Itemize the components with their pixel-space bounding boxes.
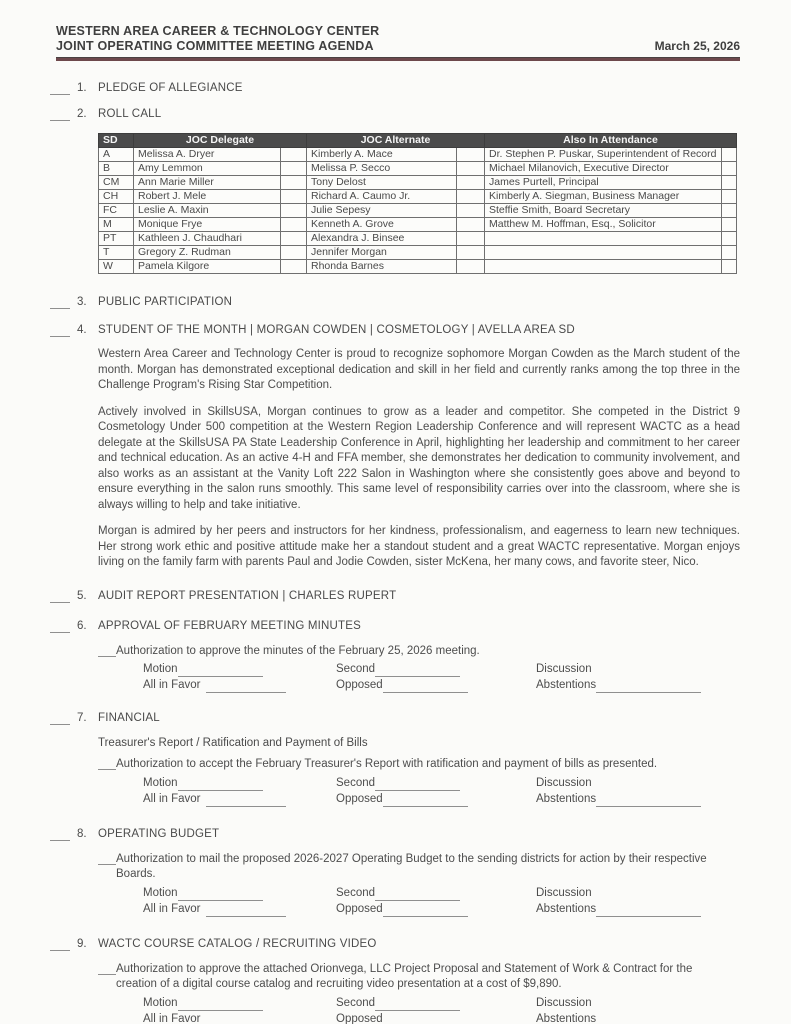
table-row bbox=[99, 204, 737, 218]
item-number: 4. bbox=[77, 324, 87, 336]
table-header-row bbox=[99, 134, 737, 148]
cell-alternate: Kimberly A. Mace bbox=[307, 148, 457, 162]
item-number: 1. bbox=[77, 82, 87, 94]
agenda-item-9 bbox=[50, 938, 740, 1024]
motion-block bbox=[143, 662, 740, 693]
cell-delegate: Gregory Z. Rudman bbox=[134, 246, 281, 260]
agenda-item-3 bbox=[50, 296, 740, 309]
discussion-label: Discussion bbox=[536, 996, 592, 1009]
abstentions-label: Abstentions bbox=[536, 792, 597, 805]
item-title-public-participation: PUBLIC PARTICIPATION bbox=[98, 296, 233, 308]
cell-check-blank bbox=[722, 260, 737, 274]
abstentions-label: Abstentions bbox=[536, 1012, 597, 1024]
cell-check-blank bbox=[722, 148, 737, 162]
all-in-favor-label: All in Favor bbox=[143, 792, 201, 805]
cell-attendance bbox=[485, 232, 722, 246]
motion-fill-line bbox=[178, 778, 263, 791]
agenda-item-1 bbox=[50, 82, 740, 95]
cell-alternate: Jennifer Morgan bbox=[307, 246, 457, 260]
cell-check-blank bbox=[281, 218, 307, 232]
header-rule bbox=[56, 57, 740, 61]
vote-blank-line bbox=[50, 297, 70, 309]
agenda-item-8 bbox=[50, 828, 740, 917]
cell-sd: T bbox=[99, 246, 134, 260]
authorization-text: Authorization to approve the attached Orionvega, LLC Project Proposal and Statement of Work & Contract for the creation of a digital course catalog and recruiting video presentation at a cost of $9,890. bbox=[116, 962, 693, 990]
cell-delegate: Monique Frye bbox=[134, 218, 281, 232]
item-title-roll-call: ROLL CALL bbox=[98, 108, 162, 120]
item-title-audit-report: AUDIT REPORT PRESENTATION | CHARLES RUPERT bbox=[98, 589, 397, 602]
cell-delegate: Robert J. Mele bbox=[134, 190, 281, 204]
motion-fill-line bbox=[178, 888, 263, 901]
opposed-fill-line bbox=[383, 904, 468, 917]
cell-check-blank bbox=[457, 162, 485, 176]
motion-label: Motion bbox=[143, 996, 178, 1009]
cell-sd: A bbox=[99, 148, 134, 162]
cell-check-blank bbox=[281, 190, 307, 204]
second-fill-line bbox=[375, 998, 460, 1011]
cell-alternate: Rhonda Barnes bbox=[307, 260, 457, 274]
item-number: 3. bbox=[77, 296, 87, 308]
abstentions-fill-line bbox=[596, 1014, 701, 1024]
authorization-line bbox=[98, 757, 720, 773]
motion-block bbox=[143, 886, 740, 917]
cell-check-blank bbox=[281, 232, 307, 246]
cell-sd: FC bbox=[99, 204, 134, 218]
second-label: Second bbox=[336, 663, 376, 675]
authorization-blank-line bbox=[98, 645, 116, 657]
cell-check-blank bbox=[281, 204, 307, 218]
cell-check-blank bbox=[457, 246, 485, 260]
item-number: 9. bbox=[77, 937, 87, 950]
treasurers-report-subtitle: Treasurer's Report / Ratification and Payment of Bills bbox=[98, 737, 368, 749]
second-fill-line bbox=[375, 664, 460, 677]
cell-alternate: Tony Delost bbox=[307, 176, 457, 190]
document-header bbox=[56, 24, 740, 61]
cell-attendance: Matthew M. Hoffman, Esq., Solicitor bbox=[485, 218, 722, 232]
table-row bbox=[99, 232, 737, 246]
authorization-blank-line bbox=[98, 853, 116, 865]
cell-check-blank bbox=[722, 218, 737, 232]
cell-delegate: Amy Lemmon bbox=[134, 162, 281, 176]
cell-attendance: Dr. Stephen P. Puskar, Superintendent of Record bbox=[485, 148, 722, 162]
vote-blank-line bbox=[50, 939, 70, 951]
item-number: 7. bbox=[77, 712, 87, 724]
all-in-favor-fill-line bbox=[206, 680, 286, 693]
authorization-blank-line bbox=[98, 963, 116, 975]
table-row bbox=[99, 162, 737, 176]
cell-attendance: Michael Milanovich, Executive Director bbox=[485, 162, 722, 176]
item-title-minutes-approval: APPROVAL OF FEBRUARY MEETING MINUTES bbox=[98, 619, 362, 632]
table-row bbox=[99, 246, 737, 260]
table-row bbox=[99, 176, 737, 190]
item-title-financial: FINANCIAL bbox=[98, 712, 160, 724]
cell-sd: W bbox=[99, 260, 134, 274]
cell-check-blank bbox=[457, 204, 485, 218]
opposed-label: Opposed bbox=[336, 792, 383, 805]
cell-alternate: Alexandra J. Binsee bbox=[307, 232, 457, 246]
cell-alternate: Kenneth A. Grove bbox=[307, 218, 457, 232]
cell-check-blank bbox=[281, 246, 307, 260]
cell-sd: CM bbox=[99, 176, 134, 190]
cell-delegate: Pamela Kilgore bbox=[134, 260, 281, 274]
col-header-alternate: JOC Alternate bbox=[307, 134, 485, 148]
cell-alternate: Julie Sepesy bbox=[307, 204, 457, 218]
cell-attendance: Kimberly A. Siegman, Business Manager bbox=[485, 190, 722, 204]
table-row bbox=[99, 218, 737, 232]
cell-attendance: Steffie Smith, Board Secretary bbox=[485, 204, 722, 218]
roll-call-table bbox=[98, 133, 737, 274]
opposed-label: Opposed bbox=[336, 902, 383, 915]
document-title: JOINT OPERATING COMMITTEE MEETING AGENDA bbox=[56, 39, 374, 53]
vote-blank-line bbox=[50, 621, 70, 633]
cell-delegate: Leslie A. Maxin bbox=[134, 204, 281, 218]
opposed-fill-line bbox=[383, 680, 468, 693]
discussion-label: Discussion bbox=[536, 886, 592, 899]
second-label: Second bbox=[336, 996, 376, 1009]
student-paragraph-2: Actively involved in SkillsUSA, Morgan continues to grow as a leader and competitor. She competed in the District 9 Cosmetology Under 500 competition at the Western Region Leadership Conference and will represent WACTC as a head delegate at the SkillsUSA PA State Leadership Conference in April, highlighting her leadership and commitment to her career and technical education. As an active 4-H and FFA member, she demonstrates her dedication to community involvement, and also works as an assistant at the Vanity Loft 222 Salon in Washington where she consistently goes above and beyond to ensure everything in the salon runs smoothly. This same level of responsibility carries over into the classroom, where she is always willing to help and take initiative. bbox=[98, 405, 740, 511]
vote-blank-line bbox=[50, 713, 70, 725]
cell-alternate: Melissa P. Secco bbox=[307, 162, 457, 176]
cell-alternate: Richard A. Caumo Jr. bbox=[307, 190, 457, 204]
cell-check-blank bbox=[457, 148, 485, 162]
cell-check-blank bbox=[457, 232, 485, 246]
opposed-label: Opposed bbox=[336, 1012, 383, 1024]
col-header-sd: SD bbox=[99, 134, 134, 148]
item-number: 5. bbox=[77, 589, 87, 602]
table-row bbox=[99, 260, 737, 274]
col-header-attendance: Also In Attendance bbox=[485, 134, 737, 148]
motion-label: Motion bbox=[143, 776, 178, 789]
cell-check-blank bbox=[281, 260, 307, 274]
vote-blank-line bbox=[50, 591, 70, 603]
meeting-date: March 25, 2026 bbox=[654, 39, 740, 53]
org-title: WESTERN AREA CAREER & TECHNOLOGY CENTER bbox=[56, 24, 380, 38]
agenda-item-5 bbox=[50, 590, 740, 603]
cell-check-blank bbox=[281, 148, 307, 162]
agenda-item-4 bbox=[50, 324, 740, 571]
cell-check-blank bbox=[457, 176, 485, 190]
student-paragraph-1: Western Area Career and Technology Center is proud to recognize sophomore Morgan Cowden as the March student of the month. Morgan has demonstrated exceptional dedication and skill in her field and currently ranks among the top three in the Challenge Program's Rising Star Competition. bbox=[98, 348, 740, 391]
cell-delegate: Melissa A. Dryer bbox=[134, 148, 281, 162]
cell-attendance bbox=[485, 260, 722, 274]
cell-delegate: Ann Marie Miller bbox=[134, 176, 281, 190]
cell-check-blank bbox=[722, 232, 737, 246]
cell-check-blank bbox=[722, 204, 737, 218]
all-in-favor-fill-line bbox=[206, 1014, 286, 1024]
second-fill-line bbox=[375, 888, 460, 901]
opposed-fill-line bbox=[383, 1014, 468, 1024]
cell-check-blank bbox=[457, 260, 485, 274]
item-number: 6. bbox=[77, 619, 87, 632]
cell-check-blank bbox=[722, 162, 737, 176]
cell-check-blank bbox=[457, 190, 485, 204]
cell-attendance bbox=[485, 246, 722, 260]
agenda-item-2 bbox=[50, 108, 740, 274]
all-in-favor-fill-line bbox=[206, 904, 286, 917]
cell-attendance: James Purtell, Principal bbox=[485, 176, 722, 190]
second-label: Second bbox=[336, 776, 376, 789]
table-row bbox=[99, 148, 737, 162]
abstentions-fill-line bbox=[596, 904, 701, 917]
motion-fill-line bbox=[178, 664, 263, 677]
cell-check-blank bbox=[281, 162, 307, 176]
cell-sd: B bbox=[99, 162, 134, 176]
item-title-course-catalog: WACTC COURSE CATALOG / RECRUITING VIDEO bbox=[98, 937, 377, 950]
opposed-label: Opposed bbox=[336, 679, 383, 691]
all-in-favor-label: All in Favor bbox=[143, 679, 201, 691]
abstentions-fill-line bbox=[596, 794, 701, 807]
agenda-item-7 bbox=[50, 712, 740, 807]
cell-check-blank bbox=[722, 176, 737, 190]
authorization-blank-line bbox=[98, 758, 116, 770]
item-number: 2. bbox=[77, 108, 87, 120]
student-paragraph-3: Morgan is admired by her peers and instructors for her kindness, professionalism, and eagerness to learn new techniques. Her strong work ethic and positive attitude make her a standout student and a great WACTC representative. Morgan enjoys living on the family farm with parents Paul and Jodie Cowden, sister McKena, her many cows, and favorite steer, Nico. bbox=[98, 525, 740, 568]
cell-check-blank bbox=[722, 190, 737, 204]
col-header-delegate: JOC Delegate bbox=[134, 134, 307, 148]
table-row bbox=[99, 190, 737, 204]
motion-block bbox=[143, 776, 740, 807]
vote-blank-line bbox=[50, 83, 70, 95]
discussion-label: Discussion bbox=[536, 663, 592, 675]
cell-check-blank bbox=[457, 218, 485, 232]
abstentions-label: Abstentions bbox=[536, 679, 597, 691]
all-in-favor-label: All in Favor bbox=[143, 1012, 201, 1024]
all-in-favor-label: All in Favor bbox=[143, 902, 201, 915]
motion-label: Motion bbox=[143, 663, 178, 675]
vote-blank-line bbox=[50, 829, 70, 841]
second-label: Second bbox=[336, 886, 376, 899]
authorization-text: Authorization to approve the minutes of the February 25, 2026 meeting. bbox=[116, 644, 480, 657]
motion-block bbox=[143, 996, 740, 1024]
item-title-operating-budget: OPERATING BUDGET bbox=[98, 827, 220, 840]
all-in-favor-fill-line bbox=[206, 794, 286, 807]
motion-fill-line bbox=[178, 998, 263, 1011]
authorization-line bbox=[98, 852, 720, 883]
abstentions-label: Abstentions bbox=[536, 902, 597, 915]
cell-check-blank bbox=[281, 176, 307, 190]
cell-delegate: Kathleen J. Chaudhari bbox=[134, 232, 281, 246]
authorization-text: Authorization to mail the proposed 2026-2027 Operating Budget to the sending districts for action by their respective Boards. bbox=[116, 852, 707, 880]
cell-check-blank bbox=[722, 246, 737, 260]
cell-sd: PT bbox=[99, 232, 134, 246]
agenda-item-6 bbox=[50, 620, 740, 694]
item-title-student-of-month: STUDENT OF THE MONTH | MORGAN COWDEN | COSMETOLOGY | AVELLA AREA SD bbox=[98, 324, 575, 336]
cell-sd: M bbox=[99, 218, 134, 232]
opposed-fill-line bbox=[383, 794, 468, 807]
vote-blank-line bbox=[50, 325, 70, 337]
authorization-line bbox=[98, 962, 720, 993]
motion-label: Motion bbox=[143, 886, 178, 899]
second-fill-line bbox=[375, 778, 460, 791]
item-title-pledge: PLEDGE OF ALLEGIANCE bbox=[98, 82, 243, 94]
authorization-text: Authorization to accept the February Treasurer's Report with ratification and payment of bills as presented. bbox=[116, 758, 658, 770]
abstentions-fill-line bbox=[596, 680, 701, 693]
item-number: 8. bbox=[77, 827, 87, 840]
cell-sd: CH bbox=[99, 190, 134, 204]
discussion-label: Discussion bbox=[536, 776, 592, 789]
vote-blank-line bbox=[50, 109, 70, 121]
authorization-line bbox=[98, 644, 720, 660]
